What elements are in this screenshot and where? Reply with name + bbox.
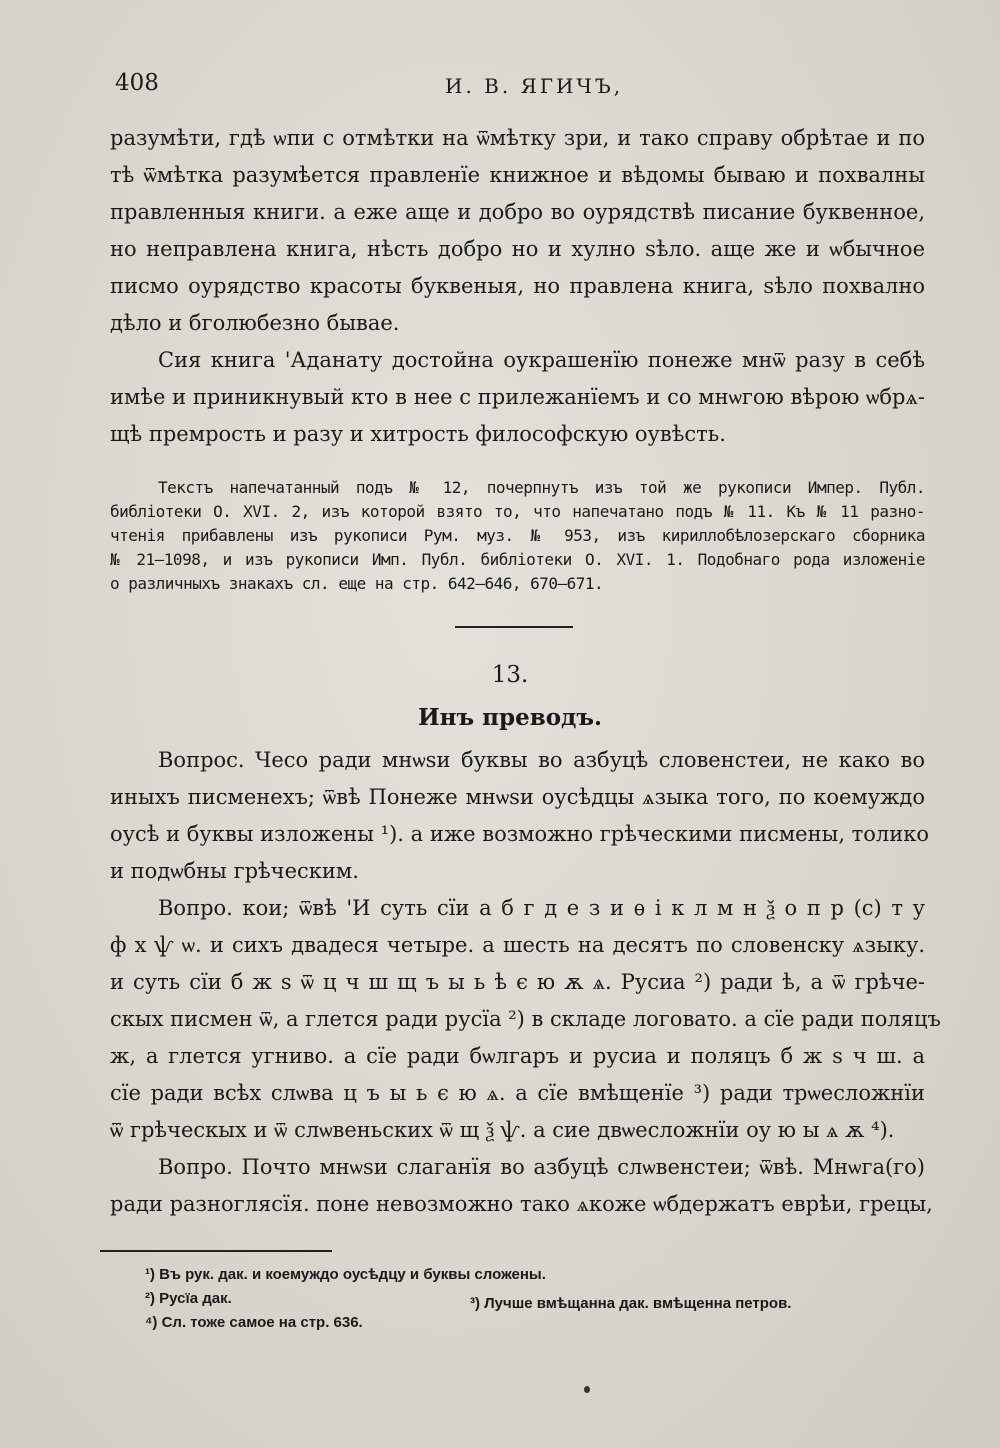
text-line: сїе ради всѣх слѡва ц ъ ы ь є ю ѧ. а сїе вмѣщенїе ³) ради трѡесложнїи [110,1081,925,1105]
page-number: 408 [115,70,159,96]
text-block-2 [110,742,941,1223]
section-number: 13. [491,662,529,688]
text-line: Сия книга 'Аданату достойна оукрашенїю понеже мнѿ разу в себѣ [158,348,925,372]
text-line: ж, а глется угниво. а сїе ради бѡлгаръ и русиа и поляцъ б ж ѕ ч ш. а [110,1044,925,1068]
text-line: и суть сїи б ж ѕ ѿ ц ч ш щ ъ ы ь ѣ є ю ѫ ѧ. Русиа ²) ради ѣ, а ѿ грѣче- [110,970,925,994]
section-divider [455,626,573,628]
text-line: Вопро. Почто мнѡѕи слаганїя во азбуцѣ слѡвенстеи; ѿвѣ. Мнѡга(го) [158,1155,925,1179]
text-line: оусѣ и буквы изложены ¹). а иже возможно грѣческими писмены, толико [110,822,930,846]
page-header [115,70,935,104]
text-line: ѿ грѣческых и ѿ слѡвеньских ѿ щ ѯ ѱ. а сие двѡесложнїи оу ю ы ѧ ѫ ⁴). [110,1118,895,1142]
text-line: но неправлена книга, нѣсть добро но и хулно ѕѣло. аще же и ѡбычное [110,237,925,261]
text-line: тѣ ѿмѣтка разумѣется правленїе книжное и вѣдомы бываю и похвалны [110,163,925,187]
note-line: библіотеки O. XVI. 2, изъ которой взято то, что напечатано подъ № 11. Къ № 11 разно- [110,502,925,521]
text-block-1 [110,120,925,453]
note-line: чтенія прибавлены изъ рукописи Рум. муз. № 953, изъ кириллобѣлозерскаго сборника [110,526,925,545]
text-line: ф х ѱ ѡ. и сихъ двадеся четыре. а шесть на десятъ по словенску ѧзыку. [110,933,925,957]
text-line: разумѣти, гдѣ ѡпи с отмѣтки на ѿмѣтку зри, и тако справу обрѣтае и по [110,126,925,150]
note-line: № 21—1098, и изъ рукописи Имп. Публ. библіотеки O. XVI. 1. Подобнаго рода изложеніе [110,550,925,569]
text-line: дѣло и бголюбезно бывае. [110,311,400,335]
text-line: щѣ премрость и разу и хитрость философскую оувѣсть. [110,422,726,446]
text-line: скых писмен ѿ, а глется ради русїа ²) в складе логовато. а сїе ради поляцъ [110,1007,941,1031]
footnote-1: ¹) Въ рук. дак. и коемуждо оусѣдцу и буквы сложены. [145,1266,546,1283]
editorial-note [110,476,925,596]
text-line: ради разноглясїя. поне невозможно тако ѧкоже ѡбдержатъ еврѣи, грецы, [110,1192,933,1216]
text-line: Вопро. кои; ѿвѣ 'И суть сїи а б г д е з и ѳ і к л м н ѯ о п р (с) т у [158,896,925,920]
text-line: правленныя книги. а еже аще и добро во оурядствѣ писание буквенное, [110,200,925,224]
footnote-rule [100,1250,332,1252]
running-title: И. В. ЯГИЧЪ, [445,74,624,98]
text-line: и подѡбны грѣческим. [110,859,359,883]
footnote-4: ⁴) Сл. тоже самое на стр. 636. [145,1314,363,1331]
footnote-2: ²) Русїа дак. [145,1290,232,1307]
ink-speck [584,1386,590,1393]
footnote-3: ³) Лучше вмѣщанна дак. вмѣщенна петров. [470,1295,792,1312]
text-line: Вопрос. Чесо ради мнѡѕи буквы во азбуцѣ словенстеи, не како во [158,748,925,772]
text-line: имѣе и приникнувый кто в нее с прилежанїемъ и со мнѡгою вѣрою ѡбрѧ- [110,385,925,409]
text-line: писмо оурядство красоты буквеныя, но правлена книга, ѕѣло похвално [110,274,925,298]
note-line: о различныхъ знакахъ сл. еще на стр. 642—646, 670—671. [110,574,604,593]
section-title: Инъ преводъ. [417,704,603,731]
note-line: Текстъ напечатанный подъ № 12, почерпнутъ изъ той же рукописи Импер. Публ. [158,478,925,497]
text-line: иныхъ писменехъ; ѿвѣ Понеже мнѡѕи оусѣдцы ѧзыка того, по коемуждо [110,785,925,809]
